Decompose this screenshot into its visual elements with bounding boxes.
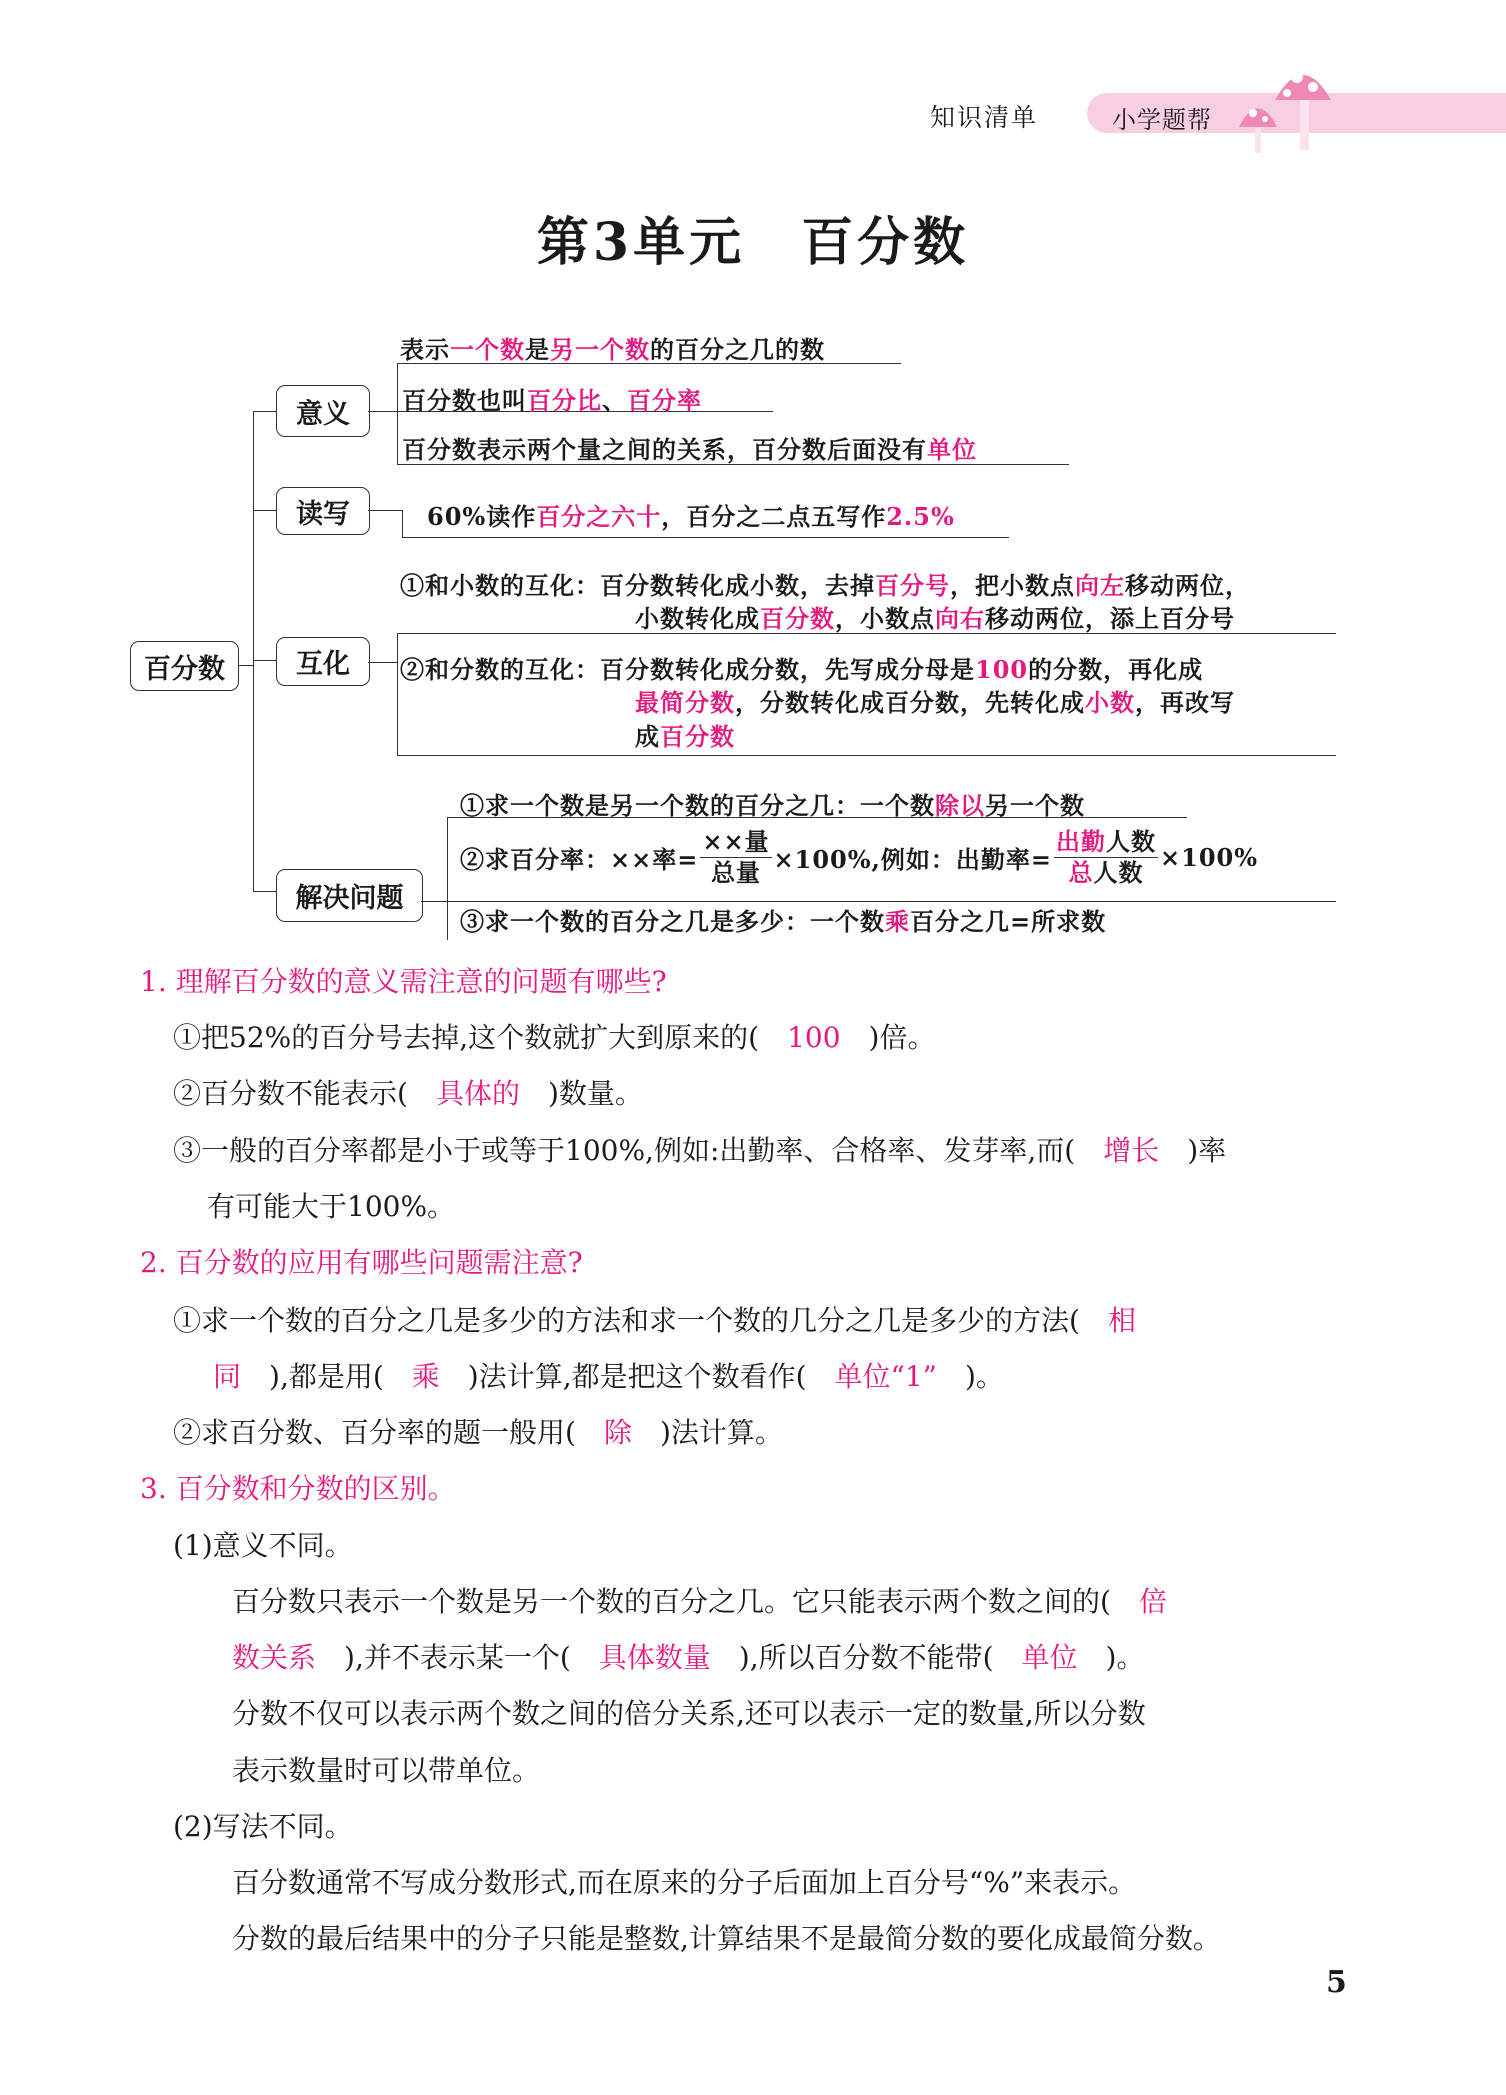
text-segment: (1)意义不同。	[173, 1529, 353, 1562]
connector	[421, 901, 447, 902]
fraction	[1054, 827, 1158, 888]
connector	[253, 510, 276, 511]
q3-line	[232, 1636, 1144, 1676]
q1-line	[173, 1016, 935, 1056]
highlight-text: 百分之六十	[536, 502, 662, 531]
text-segment: 另一个数	[985, 791, 1085, 820]
formula-prefix: ②求百分率：××率=	[460, 845, 699, 874]
highlight-text: 百分比	[527, 386, 602, 415]
text-segment: )。	[1077, 1641, 1145, 1674]
highlight-text: 百分数	[660, 722, 735, 751]
text-segment: ①求一个数是另一个数的百分之几：一个数	[460, 791, 935, 820]
q3-line	[232, 1861, 1136, 1901]
highlight-text: 小数	[1085, 688, 1135, 717]
highlight-text: 100	[975, 655, 1029, 684]
highlight-text: 最简分数	[635, 688, 735, 717]
highlight-text: 同	[213, 1360, 242, 1393]
highlight-text: 百分率	[627, 386, 702, 415]
highlight-text: 出勤	[1056, 827, 1107, 856]
text-segment: 小数转化成	[635, 604, 760, 633]
text-segment: 成	[635, 722, 660, 751]
bracket-line	[402, 510, 403, 537]
q2-line	[173, 1411, 783, 1451]
bracket-line	[397, 363, 398, 464]
readwrite-line	[427, 497, 955, 532]
text-segment: 是	[525, 335, 550, 364]
text-segment: 百分之几=所求数	[910, 907, 1107, 936]
highlight-text: 100	[787, 1021, 841, 1054]
text-segment: )倍。	[840, 1021, 936, 1054]
text-segment: )法计算。	[631, 1416, 783, 1449]
text-segment: ③一般的百分率都是小于或等于100%,例如:出勤率、合格率、发芽率,而(	[173, 1134, 1104, 1167]
connector	[253, 891, 276, 892]
text-segment: ①把52%的百分号去掉,这个数就扩大到原来的(	[173, 1021, 788, 1054]
text-segment: 移动两位，添上百分号	[985, 604, 1235, 633]
trunk-line	[253, 411, 254, 891]
connector	[253, 411, 276, 412]
highlight-text: 相	[1107, 1304, 1136, 1337]
text-segment: ，小数点	[835, 604, 935, 633]
q1-line	[207, 1185, 455, 1225]
text-segment: ，分数转化成百分数，先转化成	[735, 688, 1085, 717]
page-title: 第3单元 百分数	[536, 212, 970, 273]
bracket-line	[397, 633, 398, 755]
mushroom-icon	[1225, 55, 1345, 155]
question-2-title: 2. 百分数的应用有哪些问题需注意?	[140, 1246, 583, 1279]
underline	[397, 755, 1336, 756]
solve-line-3	[460, 902, 1106, 937]
text-segment: ①和小数的互化：百分数转化成小数，去掉	[400, 571, 875, 600]
text-segment: ③求一个数的百分之几是多少：一个数	[460, 907, 885, 936]
text-segment: )法计算,都是把这个数看作(	[439, 1360, 835, 1393]
section-label: 知识清单	[930, 103, 1039, 132]
solve-line-1	[460, 786, 1085, 821]
text-segment: ),并不表示某一个(	[316, 1641, 599, 1674]
text-segment: 移动两位，	[1125, 571, 1250, 600]
text-segment: ①求一个数的百分之几是多少的方法和求一个数的几分之几是多少的方法(	[173, 1304, 1108, 1337]
numerator: ××量	[702, 827, 770, 856]
highlight-text: 增长	[1103, 1134, 1160, 1167]
highlight-text: 单位“1”	[834, 1360, 937, 1393]
highlight-text: 向右	[935, 604, 985, 633]
text-segment: 百分数只表示一个数是另一个数的百分之几。它只能表示两个数之间的(	[232, 1585, 1139, 1618]
question-1-title: 1. 理解百分数的意义需注意的问题有哪些?	[140, 965, 667, 998]
connector	[253, 660, 276, 661]
highlight-text: 除	[603, 1416, 632, 1449]
connector	[368, 411, 397, 412]
text-segment: ②和分数的互化：百分数转化成分数，先写成分母是	[400, 655, 975, 684]
text-segment: ),都是用(	[241, 1360, 412, 1393]
convert-line	[635, 599, 1235, 634]
text-segment: (2)写法不同。	[173, 1810, 353, 1843]
q3-line	[173, 1524, 353, 1564]
text-segment: ②百分数不能表示(	[173, 1077, 436, 1110]
highlight-text: 一个数	[450, 335, 525, 364]
meaning-line	[402, 430, 977, 465]
highlight-text: 总	[1068, 858, 1094, 887]
text-segment: 的百分之几的数	[650, 335, 825, 364]
node-solve: 解决问题	[276, 869, 423, 922]
q3-line	[173, 1805, 353, 1845]
numerator: 人数	[1106, 827, 1157, 856]
text-segment: 百分数表示两个量之间的关系，百分数后面没有	[402, 435, 927, 464]
q3-line	[232, 1749, 540, 1789]
text-segment: ，把小数点	[950, 571, 1075, 600]
formula-suffix: ×100%	[1160, 843, 1259, 872]
text-segment: 表示	[400, 335, 450, 364]
text-segment: 、	[602, 386, 627, 415]
connector	[368, 662, 397, 663]
meaning-line	[402, 381, 702, 416]
convert-line	[635, 717, 735, 752]
bracket-line	[447, 817, 448, 940]
text-segment: )数量。	[519, 1077, 643, 1110]
fraction	[700, 827, 771, 888]
text-segment: 百分数也叫	[402, 386, 527, 415]
text-segment: )率	[1159, 1134, 1227, 1167]
highlight-text: 除以	[935, 791, 985, 820]
text-segment: ，再改写	[1135, 688, 1235, 717]
q2-line	[213, 1355, 1004, 1395]
q2-line	[173, 1299, 1136, 1339]
underline	[402, 537, 1009, 538]
root-node: 百分数	[130, 641, 239, 691]
formula-mid: ×100%,例如：出勤率=	[773, 845, 1053, 874]
node-convert: 互化	[276, 637, 370, 686]
text-segment: ②求百分数、百分率的题一般用(	[173, 1416, 604, 1449]
page-number: 5	[1326, 1965, 1347, 2000]
q3-line	[232, 1580, 1167, 1620]
solve-line-2	[460, 827, 1258, 888]
highlight-text: 乘	[411, 1360, 440, 1393]
highlight-text: 倍	[1138, 1585, 1167, 1618]
q3-line	[232, 1692, 1146, 1732]
text-segment: 百分数通常不写成分数形式,而在原来的分子后面加上百分号“%”来表示。	[232, 1866, 1137, 1899]
node-meaning: 意义	[276, 385, 370, 437]
highlight-text: 具体数量	[598, 1641, 711, 1674]
brand-label: 小学题帮	[1112, 106, 1212, 134]
connector	[368, 510, 402, 511]
text-segment: 表示数量时可以带单位。	[232, 1754, 541, 1787]
highlight-text: 另一个数	[550, 335, 650, 364]
text-segment: 分数的最后结果中的分子只能是整数,计算结果不是最简分数的要化成最简分数。	[232, 1922, 1221, 1955]
highlight-text: 具体的	[435, 1077, 520, 1110]
denominator: 人数	[1093, 858, 1144, 887]
text-segment: 分数不仅可以表示两个数之间的倍分关系,还可以表示一定的数量,所以分数	[232, 1697, 1146, 1730]
convert-line	[635, 683, 1235, 718]
highlight-text: 单位	[927, 435, 977, 464]
highlight-text: 单位	[1021, 1641, 1078, 1674]
highlight-text: 乘	[885, 907, 910, 936]
text-segment: 的分数，再化成	[1028, 655, 1204, 684]
meaning-line	[400, 330, 825, 365]
text-segment: 有可能大于100%。	[207, 1190, 456, 1223]
connector	[237, 665, 253, 666]
q1-line	[173, 1072, 643, 1112]
text-segment: ，百分之二点五写作	[661, 502, 887, 531]
denominator: 总量	[710, 858, 761, 887]
q1-line	[173, 1129, 1226, 1169]
highlight-text: 数关系	[232, 1641, 317, 1674]
text-segment: )。	[936, 1360, 1004, 1393]
highlight-text: 百分数	[760, 604, 835, 633]
convert-line	[400, 650, 1203, 685]
highlight-text: 2.5%	[886, 502, 955, 531]
highlight-text: 百分号	[875, 571, 950, 600]
node-readwrite: 读写	[276, 487, 370, 535]
convert-line	[400, 566, 1250, 601]
text-segment: ),所以百分数不能带(	[710, 1641, 1022, 1674]
question-3-title: 3. 百分数和分数的区别。	[140, 1472, 456, 1505]
text-segment: 60%读作	[427, 502, 537, 531]
q3-line	[232, 1917, 1221, 1957]
highlight-text: 向左	[1075, 571, 1125, 600]
